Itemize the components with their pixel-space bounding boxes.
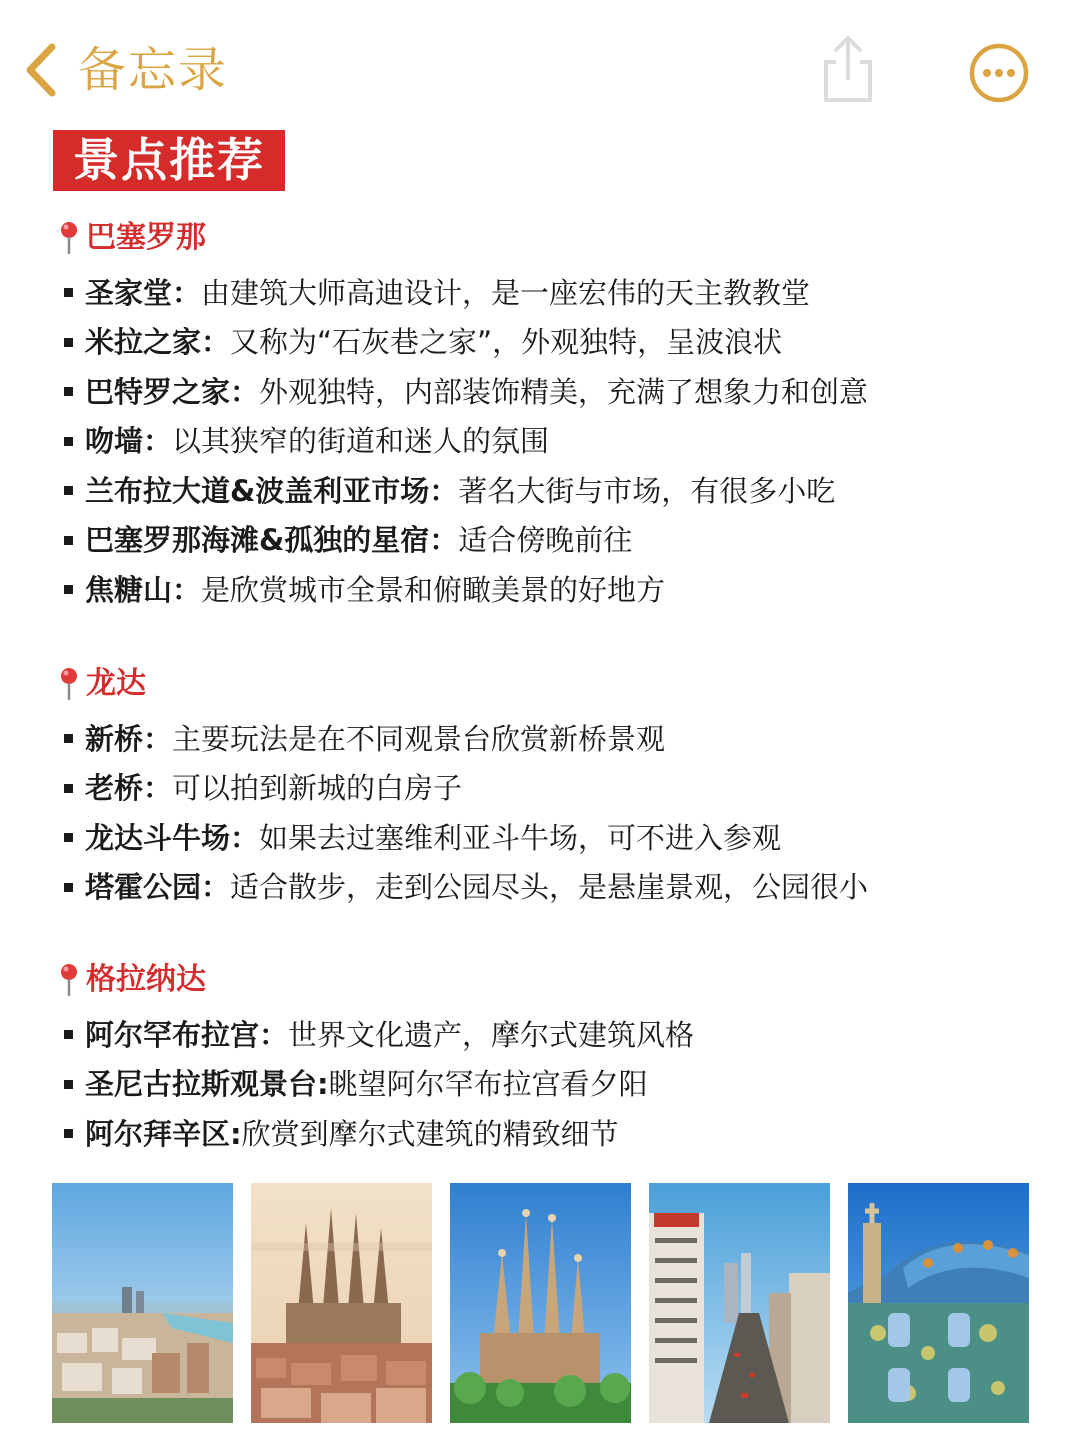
bullet-icon	[64, 288, 73, 297]
item-desc: 由建筑大师高迪设计，是一座宏伟的天主教教堂	[201, 275, 811, 310]
back-button[interactable]	[22, 40, 228, 100]
item-desc: 世界文化遗产，摩尔式建筑风格	[288, 1017, 695, 1052]
section-title: 巴塞罗那	[86, 220, 206, 255]
share-button[interactable]	[818, 34, 878, 110]
item-desc: 著名大街与市场，有很多小吃	[458, 473, 836, 508]
item-desc: 以其狭窄的街道和迷人的氛围	[172, 424, 550, 459]
item-name: 米拉之家：	[85, 325, 231, 360]
bullet-icon	[64, 486, 73, 495]
bullet-icon	[64, 387, 73, 396]
pin-icon	[58, 221, 80, 255]
list-item	[58, 813, 1058, 863]
section-header	[58, 664, 1058, 704]
bullet-icon	[64, 784, 73, 793]
back-label: 备忘录	[78, 42, 229, 98]
item-desc: 欣赏到摩尔式建筑的精致细节	[241, 1116, 619, 1151]
list-item	[58, 1060, 1058, 1110]
list-item	[58, 367, 1058, 417]
photo-casa-batllo[interactable]	[848, 1183, 1029, 1423]
section-ronda	[58, 664, 1058, 912]
bullet-icon	[64, 833, 73, 842]
item-name: 巴塞罗那海滩&孤独的星宿：	[85, 523, 459, 558]
list-item	[58, 1109, 1058, 1159]
section-title: 龙达	[86, 666, 146, 701]
item-name: 新桥：	[85, 721, 173, 756]
item-desc: 适合散步，走到公园尽头，是悬崖景观，公园很小	[230, 870, 869, 905]
bullet-icon	[64, 536, 73, 545]
photo-city-street[interactable]	[649, 1183, 830, 1423]
more-icon	[968, 89, 1030, 108]
bullet-icon	[64, 734, 73, 743]
top-bar	[0, 0, 1080, 130]
share-icon	[818, 91, 878, 110]
item-desc: 眺望阿尔罕布拉宫看夕阳	[328, 1067, 648, 1102]
bullet-icon	[64, 338, 73, 347]
bullet-icon	[64, 1129, 73, 1138]
bullet-icon	[64, 437, 73, 446]
item-name: 焦糖山：	[85, 572, 202, 607]
item-name: 塔霍公园：	[85, 870, 231, 905]
list-item	[58, 268, 1058, 318]
more-button[interactable]	[968, 42, 1030, 108]
list-item	[58, 466, 1058, 516]
list-item	[58, 417, 1058, 467]
item-name: 阿尔罕布拉宫：	[85, 1017, 289, 1052]
item-name: 兰布拉大道&波盖利亚市场：	[85, 473, 459, 508]
item-desc: 是欣赏城市全景和俯瞰美景的好地方	[201, 572, 666, 607]
bullet-icon	[64, 585, 73, 594]
section-title: 格拉纳达	[86, 962, 206, 997]
photo-sagrada-familia[interactable]	[450, 1183, 631, 1423]
photo-sagrada-familia-city[interactable]	[251, 1183, 432, 1423]
list-item	[58, 516, 1058, 566]
item-name: 圣尼古拉斯观景台:	[85, 1067, 329, 1102]
pin-icon	[58, 963, 80, 997]
item-name: 龙达斗牛场：	[85, 820, 260, 855]
section-header	[58, 960, 1058, 1000]
photo-beach-city[interactable]	[52, 1183, 233, 1423]
item-desc: 外观独特，内部装饰精美，充满了想象力和创意	[259, 374, 869, 409]
bullet-icon	[64, 1080, 73, 1089]
page-title: 景点推荐	[53, 130, 285, 191]
section-granada	[58, 960, 1058, 1159]
item-name: 巴特罗之家：	[85, 374, 260, 409]
item-name: 吻墙：	[85, 424, 173, 459]
list-item	[58, 764, 1058, 814]
item-desc: 主要玩法是在不同观景台欣赏新桥景观	[172, 721, 666, 756]
section-barcelona	[58, 218, 1058, 615]
list-item	[58, 1010, 1058, 1060]
item-name: 老桥：	[85, 771, 173, 806]
bullet-icon	[64, 1030, 73, 1039]
chevron-left-icon	[22, 41, 58, 99]
list-item	[58, 318, 1058, 368]
pin-icon	[58, 667, 80, 701]
list-item	[58, 863, 1058, 913]
photo-gallery	[52, 1183, 1032, 1425]
section-header	[58, 218, 1058, 258]
item-name: 阿尔拜辛区:	[85, 1116, 242, 1151]
item-desc: 可以拍到新城的白房子	[172, 771, 463, 806]
item-name: 圣家堂：	[85, 275, 202, 310]
item-desc: 又称为“石灰巷之家”，外观独特，呈波浪状	[230, 325, 783, 360]
bullet-icon	[64, 883, 73, 892]
list-item	[58, 565, 1058, 615]
item-desc: 适合傍晚前往	[458, 523, 633, 558]
list-item	[58, 714, 1058, 764]
item-desc: 如果去过塞维利亚斗牛场，可不进入参观	[259, 820, 782, 855]
